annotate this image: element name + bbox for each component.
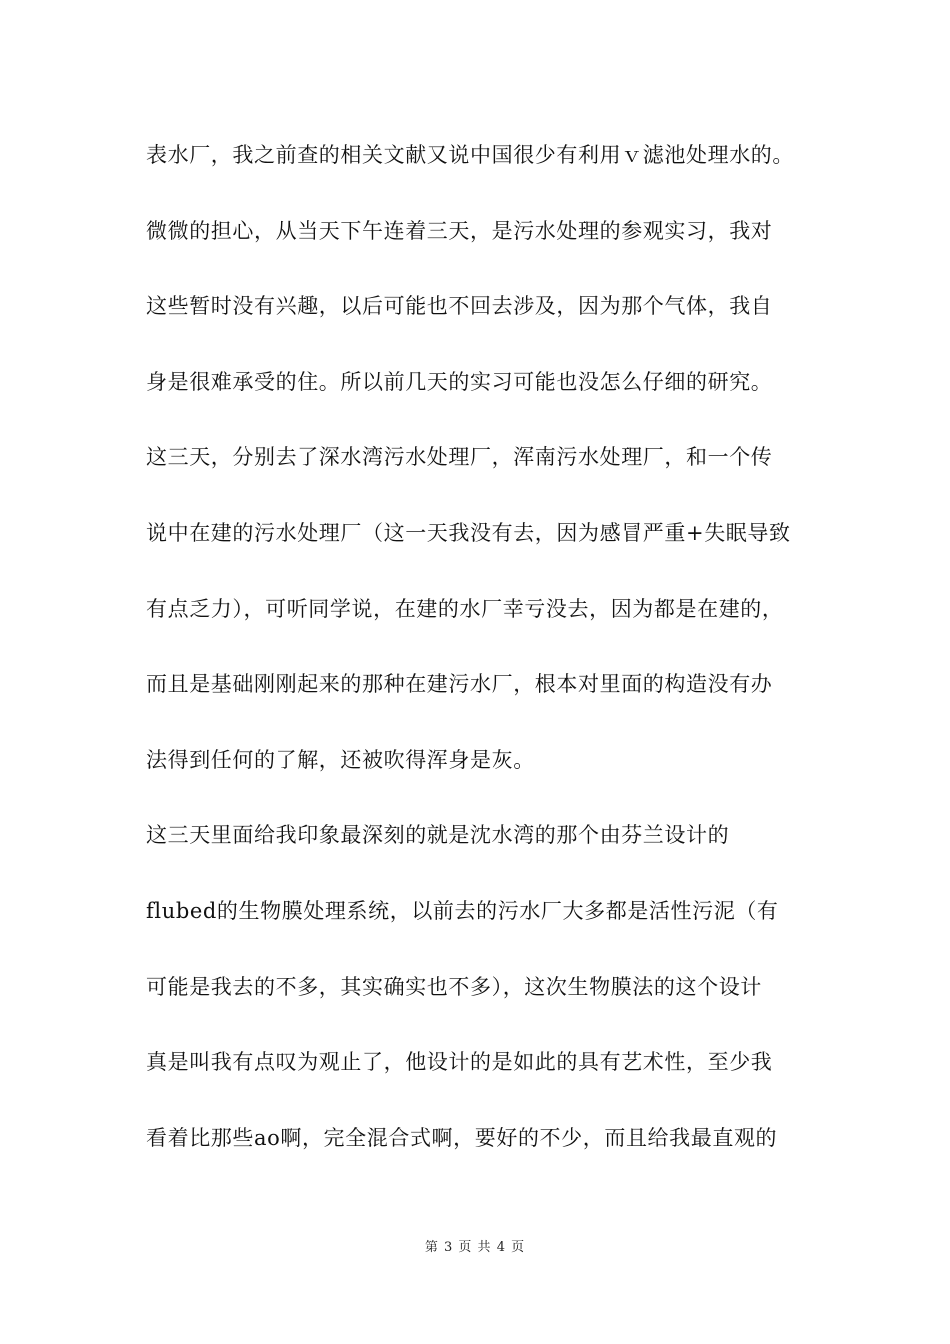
text-line: flubed的生物膜处理系统，以前去的污水厂大多都是活性污泥（有 bbox=[146, 898, 779, 923]
text-line: 法得到任何的了解，还被吹得浑身是灰。 bbox=[146, 747, 535, 772]
text-line: 看着比那些ao啊，完全混合式啊，要好的不少，而且给我最直观的 bbox=[146, 1125, 778, 1150]
text-line: 可能是我去的不多，其实确实也不多），这次生物膜法的这个设计 bbox=[146, 974, 762, 999]
text-line: 微微的担心，从当天下午连着三天，是污水处理的参观实习，我对 bbox=[146, 218, 773, 243]
text-line: 这三天，分别去了深水湾污水处理厂，浑南污水处理厂，和一个传 bbox=[146, 445, 773, 470]
text-line: 这些暂时没有兴趣，以后可能也不回去涉及，因为那个气体，我自 bbox=[146, 294, 773, 319]
text-line: 身是很难承受的住。所以前几天的实习可能也没怎么仔细的研究。 bbox=[146, 369, 773, 394]
text-line: 真是叫我有点叹为观止了，他设计的是如此的具有艺术性，至少我 bbox=[146, 1050, 773, 1075]
body-text bbox=[146, 130, 836, 1188]
text-line: 说中在建的污水处理厂（这一天我没有去，因为感冒严重+失眠导致 bbox=[146, 520, 791, 545]
text-line: 而且是基础刚刚起来的那种在建污水厂，根本对里面的构造没有办 bbox=[146, 672, 773, 697]
text-line: 这三天里面给我印象最深刻的就是沈水湾的那个由芬兰设计的 bbox=[146, 823, 730, 848]
page-number-footer: 第 3 页 共 4 页 bbox=[424, 1240, 526, 1255]
text-line: 表水厂，我之前查的相关文献又说中国很少有利用ｖ滤池处理水的。 bbox=[146, 143, 794, 167]
text-line: 有点乏力），可听同学说，在建的水厂幸亏没去，因为都是在建的， bbox=[146, 596, 784, 621]
